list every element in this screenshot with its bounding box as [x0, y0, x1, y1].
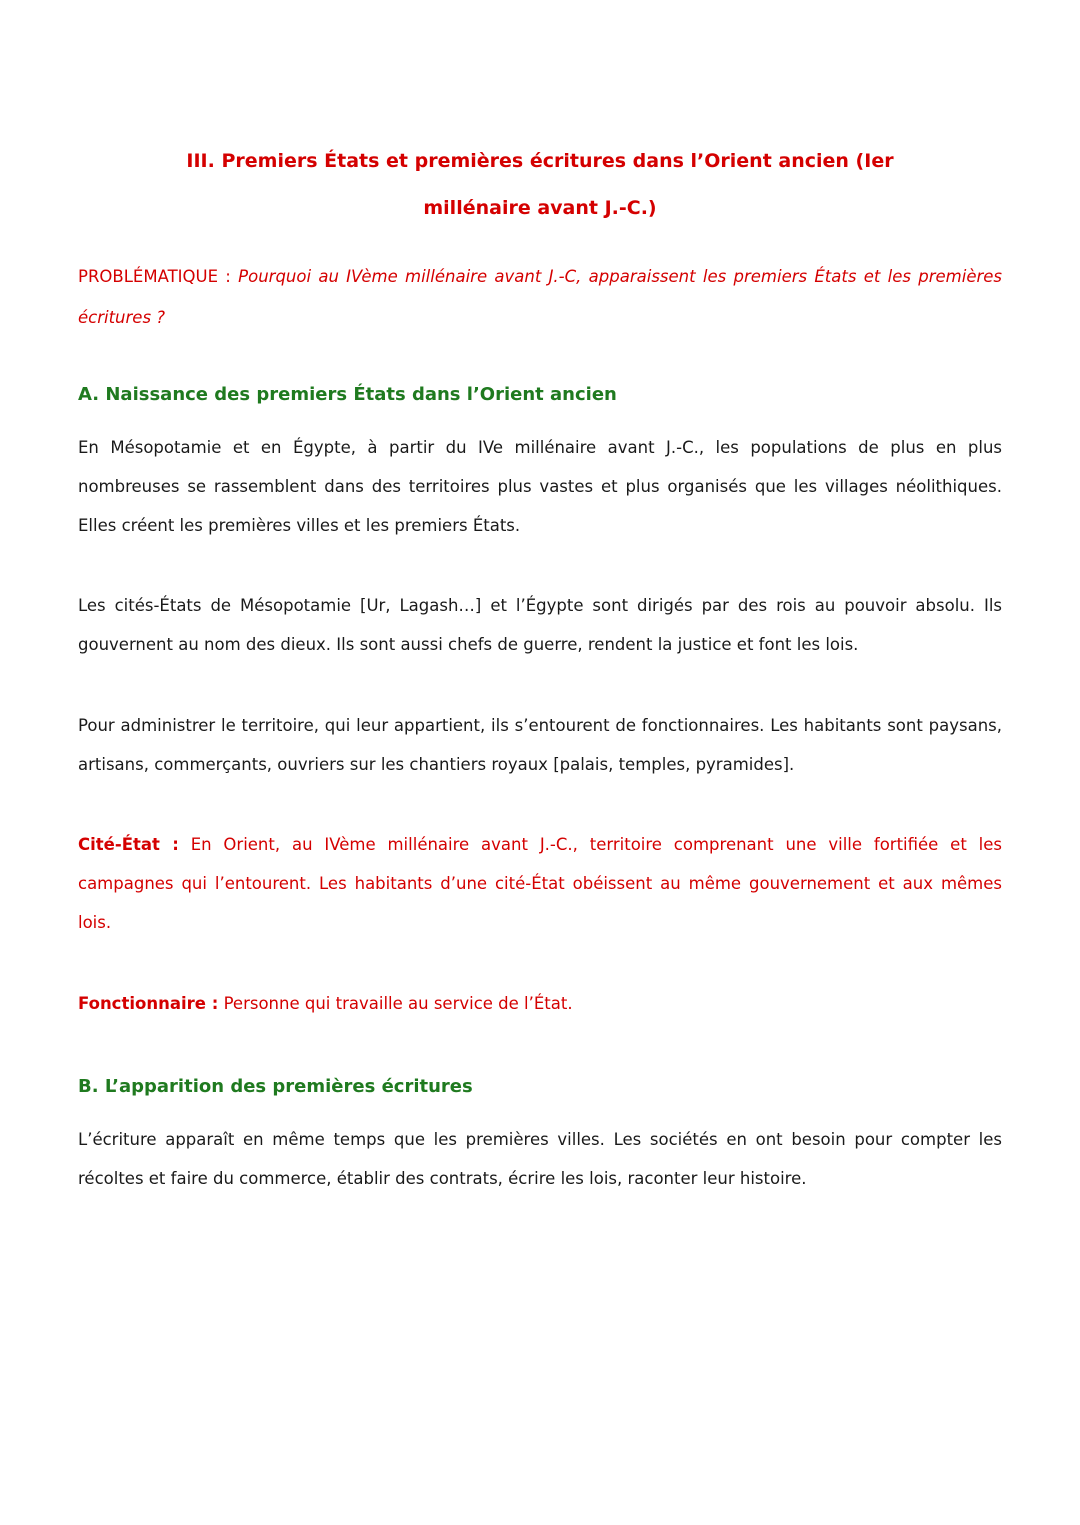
document-title-line-2: millénaire avant J.-C.): [423, 196, 657, 219]
definition-cite-etat-text: En Orient, au IVème millénaire avant J.-C., territoire comprenant une ville fortifiée et les campagnes qui l’entourent. Les habitants d’une cité-État obéissent au même gouvernement et aux mêmes lois.: [78, 835, 1002, 933]
section-a-paragraph-3: Pour administrer le territoire, qui leur appartient, ils s’entourent de fonctionnaires. Les habitants sont paysans, artisans, commerçants, ouvriers sur les chantiers royaux [palais, temples, pyramides].: [78, 715, 1002, 774]
section-a-paragraph-1: En Mésopotamie et en Égypte, à partir du IVe millénaire avant J.-C., les populations de plus en plus nombreuses se rassemblent dans des territoires plus vastes et plus organisés que les villages néolithiques. Elles créent les premières villes et les premiers États.: [78, 438, 1002, 535]
problematique: [78, 257, 1002, 338]
definition-fonctionnaire: [78, 985, 1002, 1024]
definition-fonctionnaire-text: Personne qui travaille au service de l’État.: [223, 993, 573, 1013]
section-b-heading: B. L’apparition des premières écritures: [78, 1075, 473, 1097]
document-title-line-1: III. Premiers États et premières écritures dans l’Orient ancien (Ier: [186, 150, 894, 172]
definition-fonctionnaire-term: Fonctionnaire :: [78, 993, 219, 1013]
section-a-heading: A. Naissance des premiers États dans l’Orient ancien: [78, 383, 617, 405]
section-a-paragraph-2: Les cités-États de Mésopotamie [Ur, Lagash…] et l’Égypte sont dirigés par des rois au pouvoir absolu. Ils gouvernent au nom des dieux. Ils sont aussi chefs de guerre, rendent la justice et font les lois.: [78, 596, 1002, 655]
section-b-paragraph-1: L’écriture apparaît en même temps que les premières villes. Les sociétés en ont besoin pour compter les récoltes et faire du commerce, établir des contrats, écrire les lois, raconter leur histoire.: [78, 1129, 1002, 1188]
problematique-question: Pourquoi au IVème millénaire avant J.-C, apparaissent les premiers États et les premières écritures ?: [78, 267, 1002, 327]
definition-cite-etat-term: Cité-État :: [78, 835, 179, 855]
problematique-label: PROBLÉMATIQUE :: [78, 267, 231, 287]
document-title: [78, 138, 1002, 231]
definition-cite-etat: [78, 826, 1002, 942]
